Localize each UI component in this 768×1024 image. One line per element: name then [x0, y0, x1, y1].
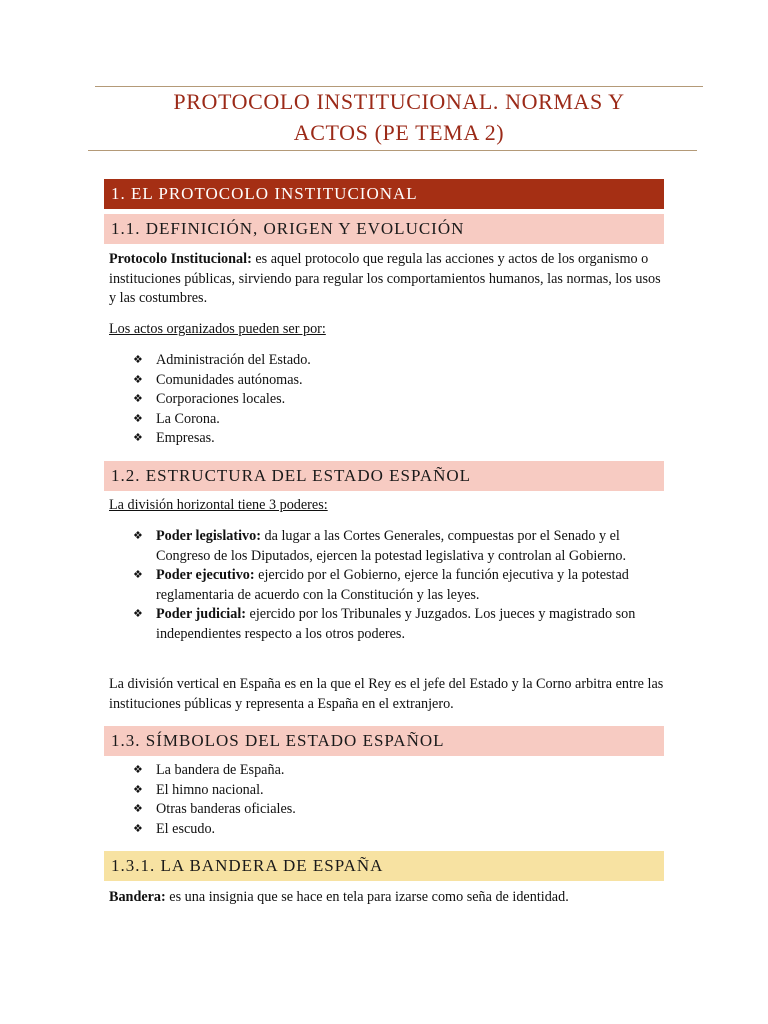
diamond-bullet-icon: ❖ — [133, 530, 143, 542]
section-heading-1: 1. EL PROTOCOLO INSTITUCIONAL — [104, 179, 664, 209]
list-item: ❖ Administración del Estado. — [133, 351, 663, 371]
list-item: ❖ La Corona. — [133, 410, 663, 430]
title-line-1: PROTOCOLO INSTITUCIONAL. NORMAS Y — [173, 89, 625, 114]
diamond-bullet-icon: ❖ — [133, 783, 143, 796]
list-item: ❖ Poder ejecutivo: ejercido por el Gobierno, ejerce la función ejecutiva y la potestad reglamentaria de acuerdo con la Constitución y las leyes. — [133, 567, 629, 603]
section-heading-1-3: 1.3. SÍMBOLOS DEL ESTADO ESPAÑOL — [104, 726, 664, 756]
list-item: ❖ La bandera de España. — [133, 761, 663, 781]
title-line-2: ACTOS (PE TEMA 2) — [293, 120, 505, 145]
list-item: ❖ El escudo. — [133, 820, 663, 840]
vertical-division-paragraph: La división vertical en España es en la que el Rey es el jefe del Estado y la Corno arbitra entre las instituciones públicas y representa a España en el extranjero. — [109, 676, 664, 712]
section-heading-1-3-1: 1.3.1. LA BANDERA DE ESPAÑA — [104, 851, 664, 881]
diamond-bullet-icon: ❖ — [133, 393, 143, 405]
list-item: ❖ El himno nacional. — [133, 781, 663, 801]
document-title — [96, 86, 702, 148]
diamond-bullet-icon: ❖ — [133, 373, 143, 386]
poderes-intro: La división horizontal tiene 3 poderes: — [109, 497, 328, 513]
diamond-bullet-icon: ❖ — [133, 608, 143, 620]
list-item: ❖ Poder legislativo: da lugar a las Cortes Generales, compuestas por el Senado y el Congreso de los Diputados, ejercen la potestad legislativa y controlan al Gobierno. — [133, 528, 627, 564]
bandera-term: Bandera: — [109, 889, 166, 905]
diamond-bullet-icon: ❖ — [133, 803, 143, 815]
list-item: ❖ Poder judicial: ejercido por los Tribunales y Juzgados. Los jueces y magistrado son independientes respecto a los otros poderes. — [133, 606, 636, 642]
list-item: ❖ Comunidades autónomas. — [133, 371, 663, 391]
actos-intro: Los actos organizados pueden ser por: — [109, 321, 326, 337]
list-item: ❖ Empresas. — [133, 429, 663, 449]
bandera-text: es una insignia que se hace en tela para izarse como seña de identidad. — [165, 889, 569, 905]
list-item: ❖ Otras banderas oficiales. — [133, 800, 663, 820]
diamond-bullet-icon: ❖ — [133, 354, 143, 366]
bandera-paragraph — [109, 888, 664, 908]
section-heading-1-2: 1.2. ESTRUCTURA DEL ESTADO ESPAÑOL — [104, 461, 664, 491]
diamond-bullet-icon: ❖ — [133, 432, 143, 444]
diamond-bullet-icon: ❖ — [133, 822, 143, 835]
title-bottom-rule — [88, 150, 697, 151]
definition-term: Protocolo Institucional: — [109, 251, 252, 267]
diamond-bullet-icon: ❖ — [133, 412, 143, 425]
diamond-bullet-icon: ❖ — [133, 764, 143, 776]
actos-list — [133, 351, 663, 449]
simbolos-list — [133, 761, 663, 839]
poderes-list — [133, 527, 663, 644]
definition-paragraph — [109, 250, 664, 309]
list-item: ❖ Corporaciones locales. — [133, 390, 663, 410]
section-heading-1-1: 1.1. DEFINICIÓN, ORIGEN Y EVOLUCIÓN — [104, 214, 664, 244]
diamond-bullet-icon: ❖ — [133, 569, 143, 581]
definition-text: es aquel protocolo que regula las acciones y actos de los organismo o instituciones públicas, sirviendo para regular los comportamientos humanos, las normas, los usos y las costumbres. — [109, 251, 661, 306]
